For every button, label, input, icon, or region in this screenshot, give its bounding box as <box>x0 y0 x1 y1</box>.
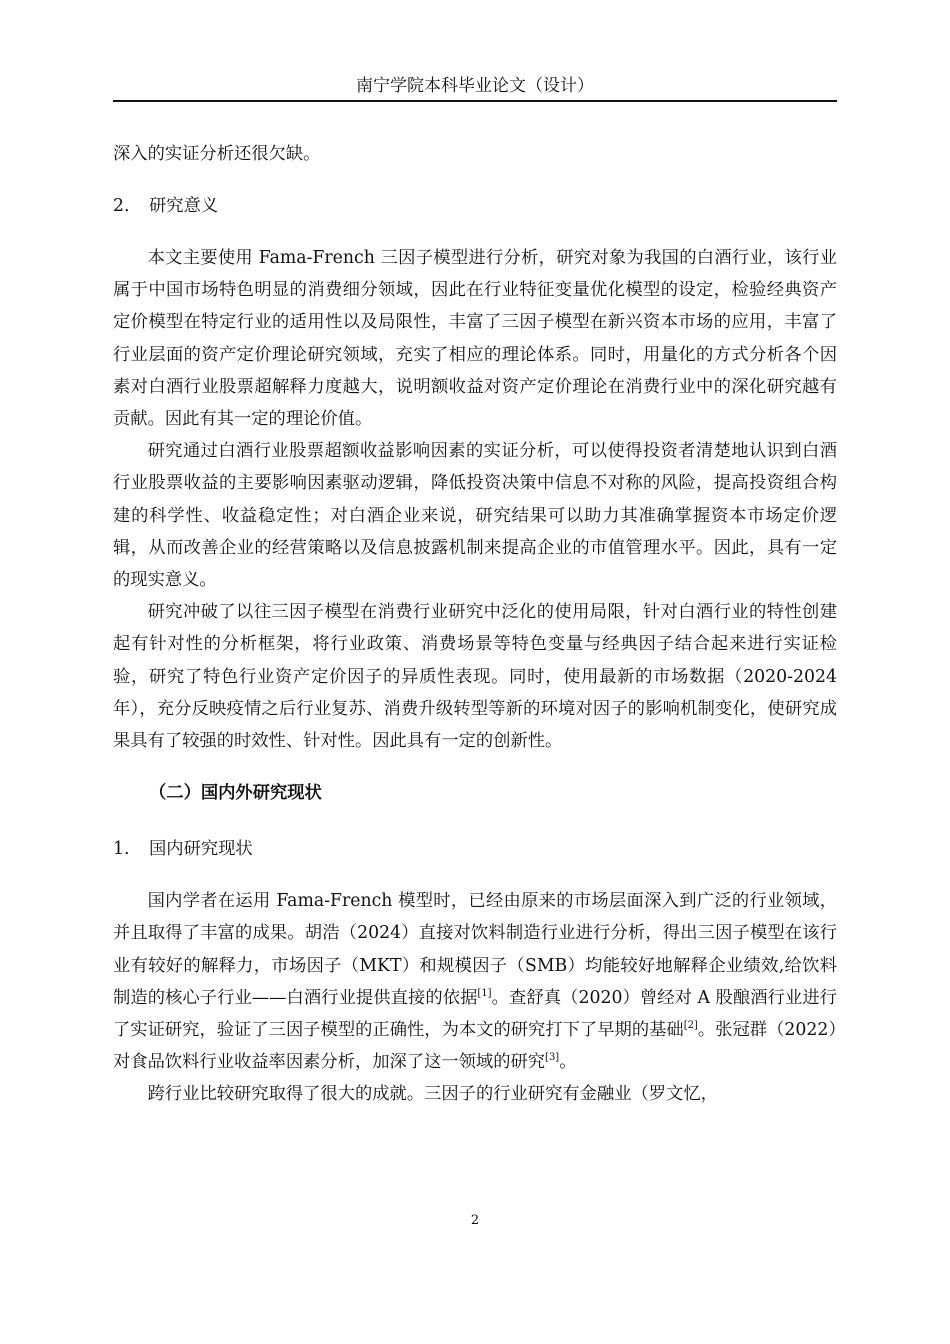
subheading-text: 国内研究现状 <box>149 839 253 860</box>
page-number: 2 <box>470 1213 480 1228</box>
page-body <box>113 138 837 1111</box>
paragraph-domestic-research <box>113 885 837 1078</box>
paragraph-text: 。张冠群（2022）对食品饮料行业收益率因素分析，加深了这一领域的研究 <box>113 1020 837 1073</box>
header-rule <box>113 100 837 102</box>
citation-2: [2] <box>683 1020 698 1032</box>
citation-3: [3] <box>545 1052 560 1064</box>
paragraph-text: 国内学者在运用 Fama-French 模型时，已经由原来的市场层面深入到广泛的行业领域，并且取得了丰富的成果。胡浩（2024）直接对饮料制造行业进行分析，得出三因子模型在该行业有较好的解释力，市场因子（MKT）和规模因子（SMB）均能较好地解释企业绩效,给饮料制造的核心子行业——白酒行业提供直接的依据 <box>113 891 837 1008</box>
subheading-number: 1. <box>113 839 130 860</box>
paragraph-innovation: 研究冲破了以往三因子模型在消费行业研究中泛化的使用局限，针对白酒行业的特性创建起有针对性的分析框架，将行业政策、消费场景等特色变量与经典因子结合起来进行实证检验，研究了特色行业资产定价因子的异质性表现。同时，使用最新的市场数据（2020-2024 年），充分反映疫情之后行业复苏、消费升级转型等新的环境对因子的影响机制变化，使研究成果具有了较强的时效性、针对性。因此具有一定的创新性。 <box>113 602 837 752</box>
section-heading: （二）国内外研究现状 <box>149 783 322 804</box>
subheading-research-significance <box>113 190 837 222</box>
paragraph-practical-value: 研究通过白酒行业股票超额收益影响因素的实证分析，可以使得投资者清楚地认识到白酒行业股票收益的主要影响因素驱动逻辑，降低投资决策中信息不对称的风险，提高投资组合构建的科学性、收益稳定性；对白酒企业来说，研究结果可以助力其准确掌握资本市场定价逻辑，从而改善企业的经营策略以及信息披露机制来提高企业的市值管理水平。因此，具有一定的现实意义。 <box>113 441 837 591</box>
paragraph-theoretical-value: 本文主要使用 Fama-French 三因子模型进行分析，研究对象为我国的白酒行业，该行业属于中国市场特色明显的消费细分领域，因此在行业特征变量优化模型的设定，检验经典资产定价模型在特定行业的适用性以及局限性，丰富了三因子模型在新兴资本市场的应用，丰富了行业层面的资产定价理论研究领域，充实了相应的理论体系。同时，用量化的方式分析各个因素对白酒行业股票超解释力度越大，说明额收益对资产定价理论在消费行业中的深化研究越有贡献。因此有其一定的理论价值。 <box>113 248 837 430</box>
paragraph-text: 。 <box>559 1052 577 1073</box>
paragraph-text: 。查舒真（2020）曾经对 A 股酿酒行业进行了实证研究，验证了三因子模型的正确性，为本文的研究打下了早期的基础 <box>113 987 837 1041</box>
subheading-domestic <box>113 833 837 865</box>
subheading-text: 研究意义 <box>149 196 219 216</box>
continued-paragraph: 深入的实证分析还很欠缺。 <box>113 144 321 164</box>
subheading-number: 2. <box>113 196 130 216</box>
citation-1: [1] <box>477 987 492 999</box>
paragraph-cross-industry: 跨行业比较研究取得了很大的成就。三因子的行业研究有金融业（罗文忆， <box>147 1084 718 1105</box>
running-header: 南宁学院本科毕业论文（设计） <box>356 76 594 96</box>
